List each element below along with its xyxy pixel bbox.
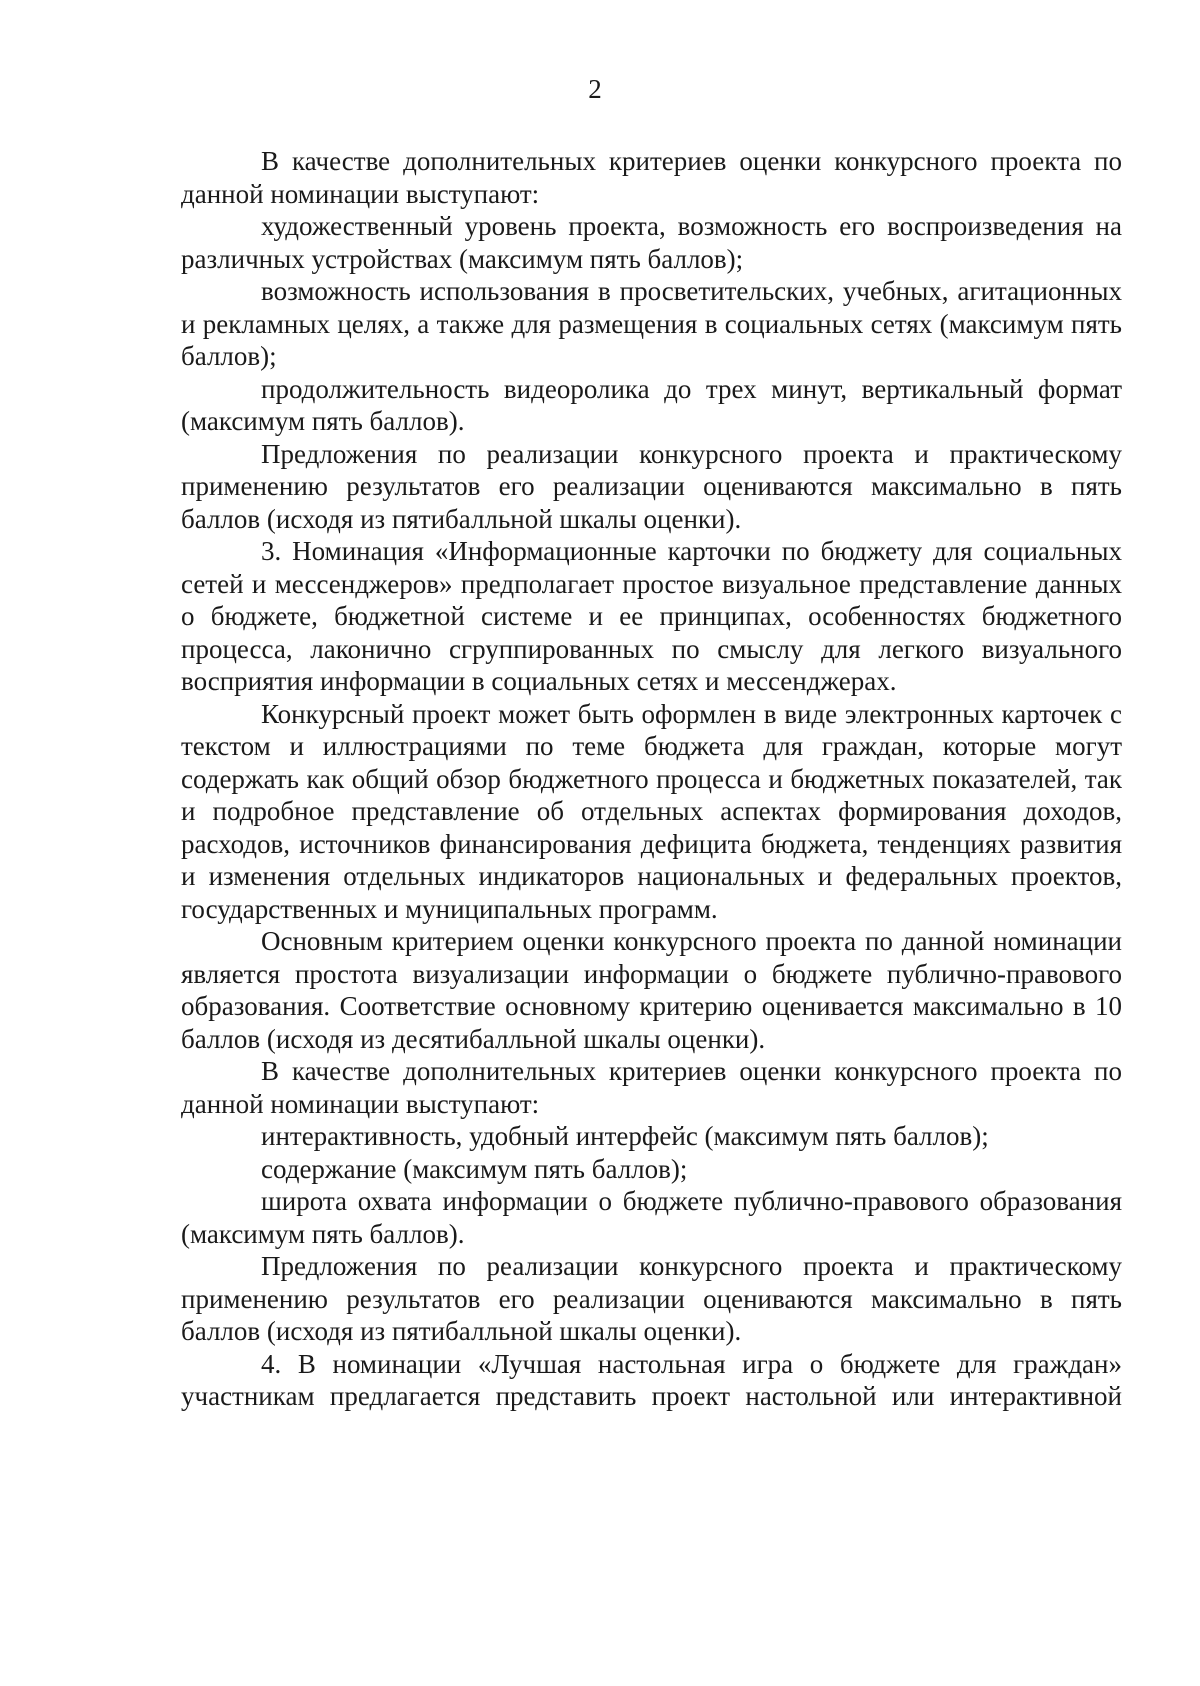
paragraph-project-format: Конкурсный проект может быть оформлен в виде электронных карточек с текстом и иллюстрациями по теме бюджета для граждан, которые могут содержать как общий обзор бюджетного процесса и бюджетных показателей, так и подробное представление об отдельных аспектах формирования доходов, расходов, источников финансирования дефицита бюджета, тенденциях развития и изменения отдельных индикаторов национальных и федеральных проектов, государственных и муниципальных программ. <box>181 698 1122 924</box>
paragraph-proposals-evaluation-2: Предложения по реализации конкурсного проекта и практическому применению результатов его реализации оцениваются максимально в пять баллов (исходя из пятибалльной шкалы оценки). <box>181 1251 1122 1346</box>
paragraph-nomination-4: 4. В номинации «Лучшая настольная игра о бюджете для граждан» участникам предлагается представить проект настольной или интерактивной <box>181 1348 1122 1411</box>
paragraph-criterion-artistic-level: художественный уровень проекта, возможность его воспроизведения на различных устройствах (максимум пять баллов); <box>181 211 1122 274</box>
document-body <box>181 145 1122 1413</box>
paragraph-additional-criteria-intro: В качестве дополнительных критериев оценки конкурсного проекта по данной номинации выступают: <box>181 146 1122 209</box>
paragraph-nomination-3: 3. Номинация «Информационные карточки по бюджету для социальных сетей и мессенджеров» предполагает простое визуальное представление данных о бюджете, бюджетной системе и ее принципах, особенностях бюджетного процесса, лаконично сгруппированных по смыслу для легкого визуального восприятия информации в социальных сетях и мессенджерах. <box>181 536 1122 696</box>
paragraph-criterion-coverage: широта охвата информации о бюджете публично-правового образования (максимум пять баллов). <box>181 1186 1122 1249</box>
paragraph-additional-criteria-intro-2: В качестве дополнительных критериев оценки конкурсного проекта по данной номинации выступают: <box>181 1056 1122 1119</box>
paragraph-proposals-evaluation: Предложения по реализации конкурсного проекта и практическому применению результатов его реализации оцениваются максимально в пять баллов (исходя из пятибалльной шкалы оценки). <box>181 438 1122 534</box>
paragraph-criterion-usage: возможность использования в просветительских, учебных, агитационных и рекламных целях, а также для размещения в социальных сетях (максимум пять баллов); <box>181 276 1122 371</box>
paragraph-criterion-duration: продолжительность видеоролика до трех минут, вертикальный формат (максимум пять баллов). <box>181 373 1122 436</box>
paragraph-main-criterion: Основным критерием оценки конкурсного проекта по данной номинации является простота визуализации информации о бюджете публично-правового образования. Соответствие основному критерию оценивается максимально в 10 баллов (исходя из десятибалльной шкалы оценки). <box>181 926 1122 1054</box>
paragraph-criterion-content: содержание (максимум пять баллов); <box>261 1153 688 1184</box>
page-number: 2 <box>588 74 602 104</box>
paragraph-criterion-interactivity: интерактивность, удобный интерфейс (максимум пять баллов); <box>261 1121 989 1151</box>
